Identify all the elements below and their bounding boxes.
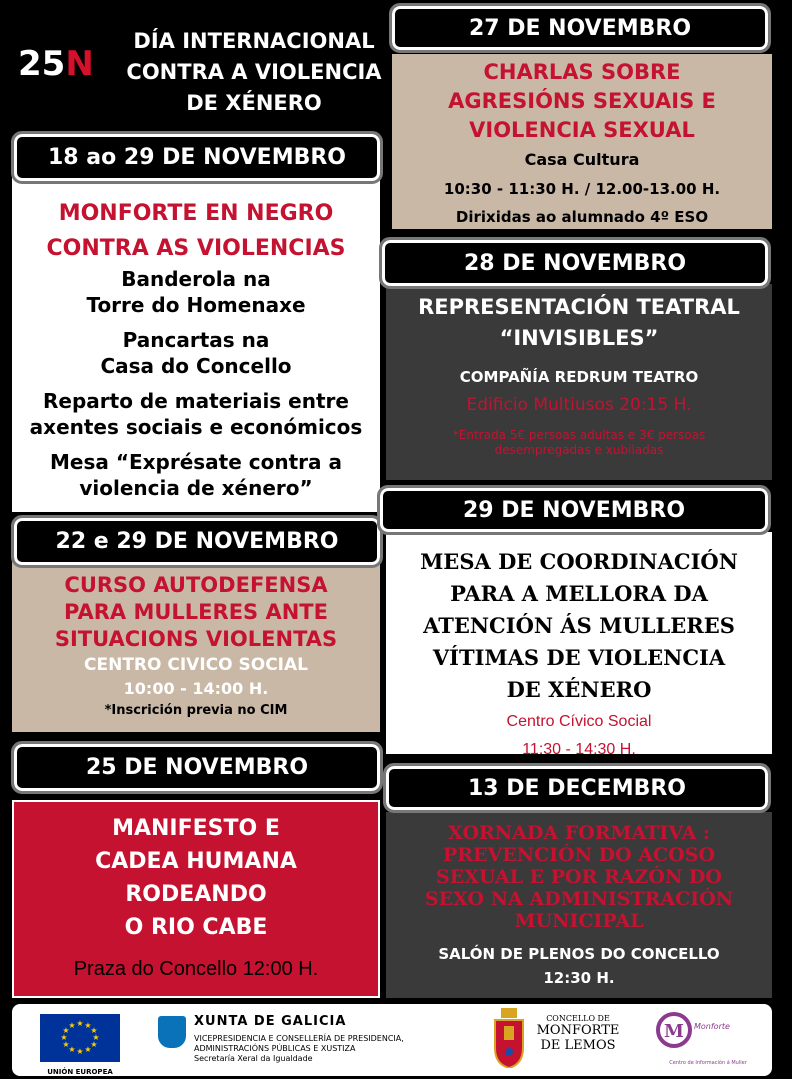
event-panel-manifesto [12, 800, 380, 998]
svg-text:★: ★ [90, 1040, 98, 1049]
event-title-line: CONTRA AS VIOLENCIAS [46, 236, 346, 261]
event-audience: Dirixidas ao alumnado 4º ESO [455, 208, 709, 226]
event-title-line: SEXO NA ADMINISTRACIÓN [424, 888, 734, 910]
cim-small: Monforte [694, 1022, 730, 1031]
event-item [50, 449, 342, 501]
event-item-line: Banderola na [121, 267, 271, 291]
event-item-line: Casa do Concello [100, 354, 292, 378]
event-title [448, 58, 716, 145]
footer-logos [12, 1004, 772, 1076]
event-title [425, 822, 733, 932]
event-time: 10:00 - 14:00 H. [123, 679, 269, 698]
event-title-line: VÍTIMAS DE VIOLENCIA [432, 645, 726, 670]
event-title-line: XORNADA FORMATIVA : [448, 822, 710, 844]
event-title [55, 572, 337, 653]
concello-name-line: CONCELLO DE [546, 1014, 610, 1023]
event-title-line: CHARLAS SOBRE [483, 60, 681, 84]
header-title-line: DE XÉNERO [186, 91, 322, 115]
event-item-line: Reparto de materiais entre [43, 389, 349, 413]
event-note: *Inscrición previa no CIM [104, 703, 288, 718]
header-title-line: DÍA INTERNACIONAL [133, 29, 375, 53]
svg-text:★: ★ [84, 1045, 92, 1054]
event-place: Casa Cultura [524, 150, 640, 169]
eu-logo [40, 1014, 120, 1076]
event-title-line: MESA DE COORDINACIÓN [420, 549, 738, 574]
event-time: 12:30 H. [543, 969, 615, 987]
event-title-line: RODEANDO [125, 882, 267, 907]
svg-text:★: ★ [90, 1026, 98, 1035]
badge-letter: N [65, 44, 94, 84]
xunta-name: XUNTA DE GALICIA [194, 1014, 347, 1029]
event-title-line: MUNICIPAL [514, 910, 644, 932]
event-title-line: SITUACIONS VIOLENTAS [54, 627, 338, 651]
event-title-line: O RIO CABE [124, 915, 268, 940]
event-title-line: ATENCIÓN ÁS MULLERES [423, 613, 735, 638]
date-label-25-nov: 25 DE NOVEMBRO [14, 744, 380, 791]
svg-text:★: ★ [62, 1040, 70, 1049]
event-place: Praza do Concello 12:00 H. [73, 958, 319, 980]
event-item [86, 266, 305, 318]
xunta-dept [194, 1034, 404, 1064]
concello-name-line: MONFORTE [536, 1023, 620, 1038]
xunta-logo [158, 1014, 478, 1070]
cim-text: Centro de Información á Muller [669, 1060, 747, 1066]
event-place: Centro Cívico Social [506, 713, 652, 730]
event-title [47, 196, 346, 266]
event-item [30, 388, 363, 440]
event-place: Edificio Multiusos 20:15 H. [466, 395, 692, 415]
event-place: SALÓN DE PLENOS DO CONCELLO [438, 945, 720, 963]
header-title [118, 26, 390, 119]
event-item [100, 327, 291, 379]
event-item-line: Pancartas na [122, 328, 270, 352]
event-company: COMPAÑÍA REDRUM TEATRO [459, 368, 699, 386]
svg-text:★: ★ [60, 1033, 68, 1042]
event-note-line: desempregadas e xubiladas [494, 443, 664, 457]
concello-name-line: DE LEMOS [540, 1038, 616, 1053]
xunta-dept-line: ADMINISTRACIÓNS PÚBLICAS E XUSTIZA [194, 1044, 356, 1053]
event-title-line: CURSO AUTODEFENSA [64, 573, 328, 597]
xunta-dept-line: Secretaría Xeral da Igualdade [194, 1054, 313, 1063]
concello-name [532, 1014, 624, 1053]
event-title-line: CADEA HUMANA [95, 849, 297, 874]
event-title-line: DE XÉNERO [506, 677, 652, 702]
event-item-line: Mesa “Exprésate contra a [50, 450, 342, 474]
svg-text:★: ★ [62, 1026, 70, 1035]
date-label-22-29-nov: 22 e 29 DE NOVEMBRO [14, 518, 380, 565]
svg-text:★: ★ [68, 1045, 76, 1054]
event-title-line: AGRESIÓNS SEXUAIS E [448, 89, 716, 113]
svg-text:★: ★ [92, 1033, 100, 1042]
event-title [420, 546, 738, 706]
concello-logo [490, 1008, 630, 1072]
svg-text:★: ★ [76, 1019, 84, 1028]
eu-flag-icon [40, 1014, 120, 1062]
event-panel-mesa-coordinacion [386, 532, 772, 758]
xunta-shield-icon [158, 1016, 186, 1048]
date-label-18-29-nov: 18 ao 29 DE NOVEMBRO [14, 134, 380, 181]
event-panel-teatro [386, 284, 772, 480]
event-note-line: *Entrada 5€ persoas adultas e 3€ persoas [452, 428, 706, 442]
event-panel-autodefensa [12, 560, 380, 732]
event-panel-monforte-negro [12, 170, 380, 512]
event-title-line: MONFORTE EN NEGRO [58, 201, 334, 226]
event-panel-charlas [392, 54, 772, 229]
eu-label: UNIÓN EUROPEA [47, 1068, 113, 1076]
event-place: CENTRO CIVICO SOCIAL [84, 655, 308, 675]
event-time: 10:30 - 11:30 H. / 12.00-13.00 H. [443, 180, 721, 198]
event-title-line: SEXUAL E POR RAZÓN DO [436, 866, 722, 888]
date-label-28-nov: 28 DE NOVEMBRO [382, 240, 768, 286]
event-title-line: “INVISIBLES” [499, 326, 659, 350]
svg-text:★: ★ [68, 1021, 76, 1030]
event-panel-xornada [386, 812, 772, 998]
badge-number: 25 [18, 44, 66, 84]
event-title-line: PARA A MELLORA DA [450, 581, 708, 606]
svg-text:M: M [664, 1021, 684, 1042]
event-title [95, 812, 297, 944]
cim-symbol-icon [652, 1010, 698, 1056]
event-item-line: Torre do Homenaxe [86, 293, 306, 317]
event-title-line: MANIFESTO E [112, 816, 280, 841]
event-title [418, 292, 740, 354]
event-title-line: REPRESENTACIÓN TEATRAL [418, 295, 740, 319]
monforte-crest-icon [492, 1008, 526, 1068]
header-title-line: CONTRA A VIOLENCIA [126, 60, 382, 84]
date-label-29-nov: 29 DE NOVEMBRO [380, 488, 768, 532]
event-title-line: PREVENCIÓN DO ACOSO [442, 844, 716, 866]
event-note [453, 428, 705, 458]
date-label-13-dec: 13 DE DECEMBRO [386, 766, 768, 810]
cim-logo [652, 1010, 764, 1070]
xunta-dept-line: VICEPRESIDENCIA E CONSELLERÍA DE PRESIDENCIA, [194, 1034, 404, 1043]
event-item-line: axentes sociais e económicos [29, 415, 363, 439]
event-title-line: VIOLENCIA SEXUAL [469, 118, 695, 142]
event-title-line: PARA MULLERES ANTE [64, 600, 328, 624]
svg-text:★: ★ [76, 1047, 84, 1056]
svg-text:★: ★ [84, 1021, 92, 1030]
date-label-27-nov: 27 DE NOVEMBRO [392, 6, 768, 50]
header-badge [18, 44, 94, 84]
event-time: 11:30 - 14:30 H. [522, 741, 636, 758]
event-item-line: violencia de xénero” [79, 476, 313, 500]
